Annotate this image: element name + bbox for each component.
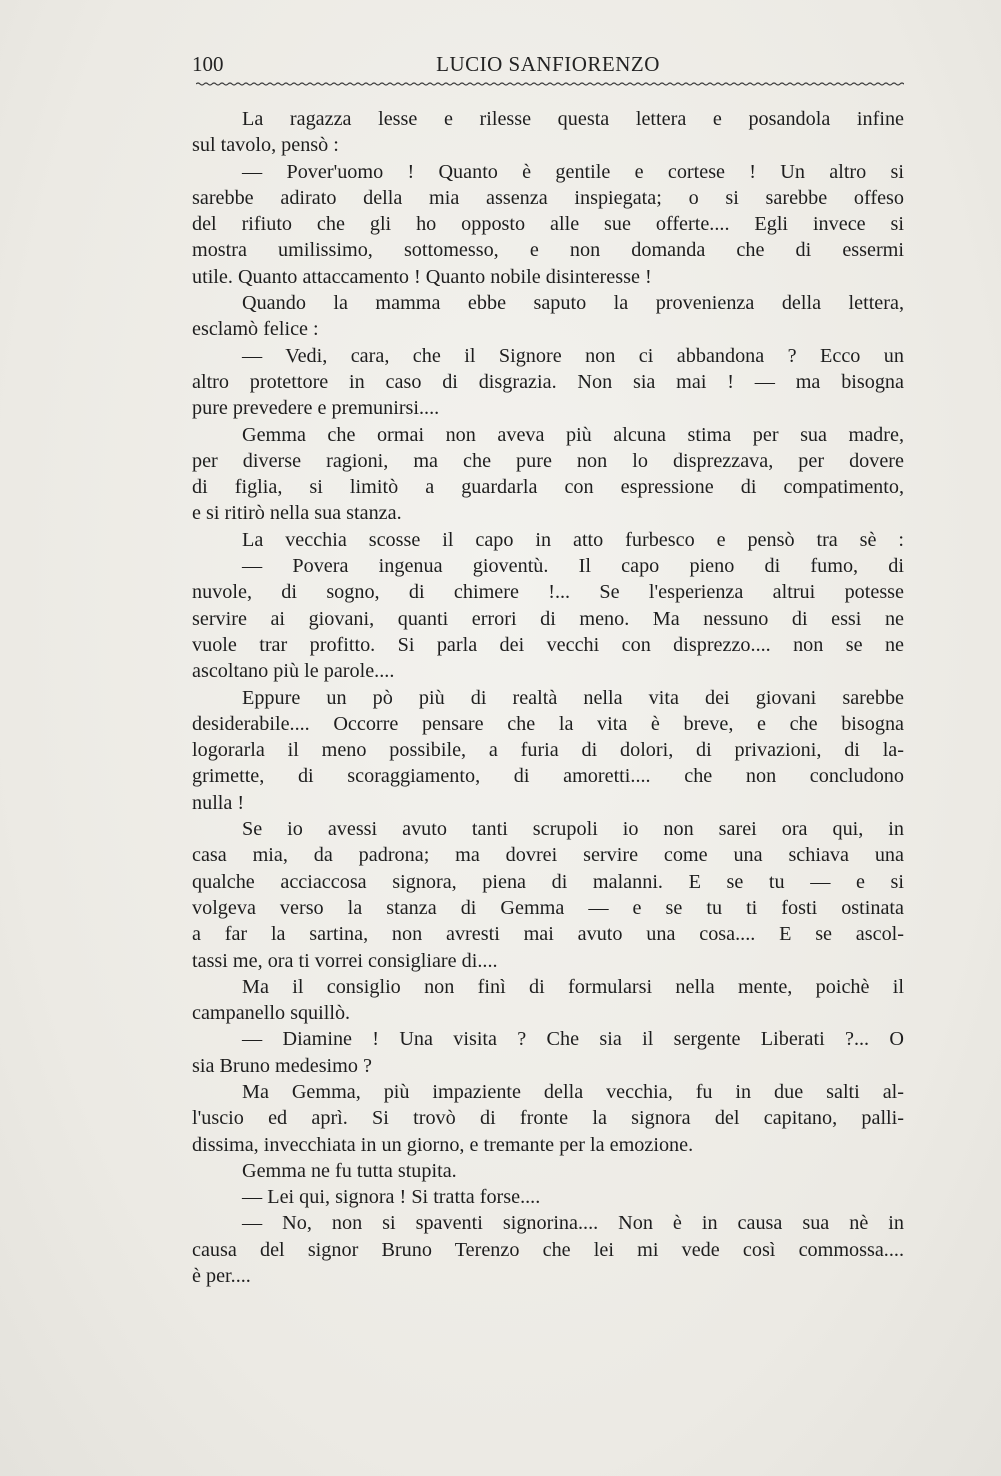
text-line: del rifiuto che gli ho opposto alle sue offerte.... Egli invece si xyxy=(192,213,904,236)
body-text xyxy=(192,106,904,1289)
text-line: volgeva verso la stanza di Gemma — e se tu ti fosti ostinata xyxy=(192,896,904,919)
text-line: Eppure un pò più di realtà nella vita dei giovani sarebbe xyxy=(242,686,904,709)
text-line: Se io avessi avuto tanti scrupoli io non sarei ora qui, in xyxy=(242,818,904,841)
text-line: e si ritirò nella sua stanza. xyxy=(192,502,402,525)
text-line: dissima, invecchiata in un giorno, e tremante per la emozione. xyxy=(192,1133,694,1156)
text-line: ascoltano più le parole.... xyxy=(192,660,395,683)
text-line: vuole trar profitto. Si parla dei vecchi con disprezzo.... non se ne xyxy=(192,633,904,656)
text-line: Ma il consiglio non finì di formularsi nella mente, poichè il xyxy=(242,975,904,998)
text-line: logorarla il meno possibile, a furia di dolori, di privazioni, di la- xyxy=(192,739,904,762)
text-line: utile. Quanto attaccamento ! Quanto nobile disinteresse ! xyxy=(192,265,652,288)
text-line: campanello squillò. xyxy=(192,1002,351,1025)
text-line: — Povera ingenua gioventù. Il capo pieno di fumo, di xyxy=(242,555,904,578)
text-line: l'uscio ed aprì. Si trovò di fronte la signora del capitano, palli- xyxy=(192,1107,904,1130)
text-line: Gemma che ormai non aveva più alcuna stima per sua madre, xyxy=(242,423,904,446)
text-line: nulla ! xyxy=(192,791,245,814)
text-line: pure prevedere e premunirsi.... xyxy=(192,397,440,420)
header-wavy-rule xyxy=(196,78,904,90)
text-line: grimette, di scoraggiamento, di amoretti.... che non concludono xyxy=(192,765,904,788)
text-line: La ragazza lesse e rilesse questa lettera e posandola infine xyxy=(242,108,904,130)
page-number: 100 xyxy=(192,52,224,76)
text-line: sul tavolo, pensò : xyxy=(192,134,339,157)
text-line: sia Bruno medesimo ? xyxy=(192,1054,372,1077)
text-line: Ma Gemma, più impaziente della vecchia, fu in due salti al- xyxy=(242,1080,904,1103)
text-line: esclamò felice : xyxy=(192,318,319,341)
text-line: Gemma ne fu tutta stupita. xyxy=(242,1159,457,1182)
text-line: La vecchia scosse il capo in atto furbesco e pensò tra sè : xyxy=(242,528,904,551)
text-line: servire ai giovani, quanti errori di meno. Ma nessuno di essi ne xyxy=(192,607,904,630)
text-line: — Lei qui, signora ! Si tratta forse.... xyxy=(242,1186,541,1209)
text-line: tassi me, ora ti vorrei consigliare di.... xyxy=(192,949,498,972)
text-line: causa del signor Bruno Terenzo che lei mi vede così commossa.... xyxy=(192,1238,904,1261)
text-line: a far la sartina, non avresti mai avuto una cosa.... E se ascol- xyxy=(192,923,904,946)
text-line: è per.... xyxy=(192,1265,251,1288)
text-line: qualche acciaccosa signora, piena di malanni. E se tu — e si xyxy=(192,870,904,893)
text-line: — Vedi, cara, che il Signore non ci abbandona ? Ecco un xyxy=(242,344,904,367)
text-line: — Pover'uomo ! Quanto è gentile e cortese ! Un altro si xyxy=(242,160,904,183)
text-line: — No, non si spaventi signorina.... Non è in causa sua nè in xyxy=(242,1212,904,1235)
text-line: per diverse ragioni, ma che pure non lo disprezzava, per dovere xyxy=(192,449,904,472)
text-line: Quando la mamma ebbe saputo la provenienza della lettera, xyxy=(242,292,904,315)
text-line: altro protettore in caso di disgrazia. Non sia mai ! — ma bisogna xyxy=(192,370,904,393)
text-line: mostra umilissimo, sottomesso, e non domanda che di essermi xyxy=(192,239,904,262)
text-line: casa mia, da padrona; ma dovrei servire come una schiava una xyxy=(192,844,904,867)
text-line: nuvole, di sogno, di chimere !... Se l'esperienza altrui potesse xyxy=(192,581,904,604)
text-line: — Diamine ! Una visita ? Che sia il sergente Liberati ?... O xyxy=(242,1028,904,1051)
text-line: desiderabile.... Occorre pensare che la vita è breve, e che bisogna xyxy=(192,712,904,735)
text-line: di figlia, si limitò a guardarla con espressione di compatimento, xyxy=(192,476,904,499)
running-title: LUCIO SANFIORENZO xyxy=(436,52,660,76)
text-line: sarebbe adirato della mia assenza inspiegata; o si sarebbe offeso xyxy=(192,186,904,209)
